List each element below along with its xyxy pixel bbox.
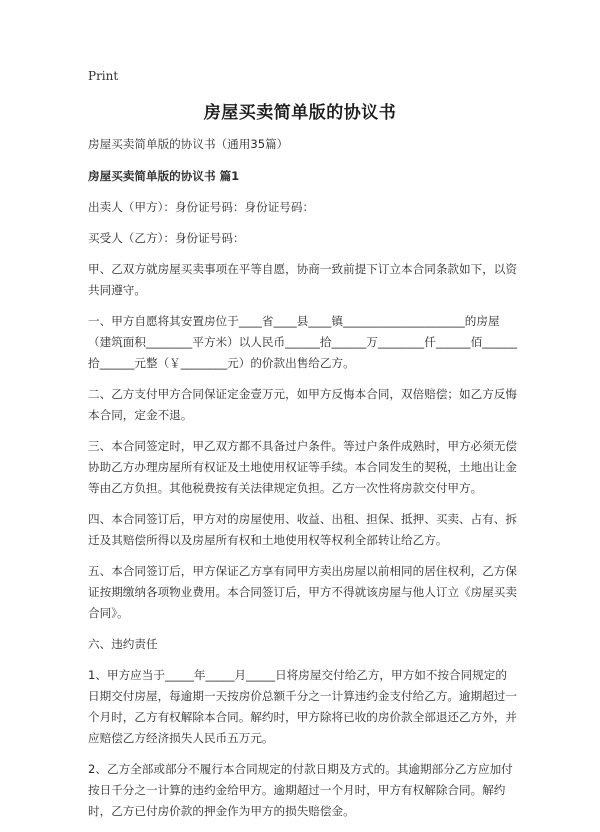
clause-6-1: 1、甲方应当于_____年_____月_____日将房屋交付给乙方，甲方如不按合同规定的日期交付房屋，每逾期一天按房价总额千分之一计算违约金支付给乙方。逾期超过一个月时，乙方有权解除本合同。解约时，甲方除将已收的房价款全部退还乙方外，并应赔偿乙方经济损失人民币五万元。 xyxy=(88,668,517,745)
section-heading: 房屋买卖简单版的协议书 篇1 xyxy=(88,169,240,183)
document-subtitle: 房屋买卖简单版的协议书（通用35篇） xyxy=(88,137,289,151)
clause-4: 四、本合同签订后，甲方对的房屋使用、收益、出租、担保、抵押、买卖、占有、拆迁及其赔偿所得以及房屋所有权和土地使用权等权利全部转让给乙方。 xyxy=(88,512,517,547)
clause-3: 三、本合同签定时，甲乙双方都不具备过户条件。等过户条件成熟时，甲方必须无偿协助乙方办理房屋所有权证及土地使用权证等手续。本合同发生的契税，土地出让金等由乙方负担。其他税费按有关法律规定负担。乙方一次性将房款交付甲方。 xyxy=(88,439,517,495)
clause-1: 一、甲方自愿将其安置房位于____省____县____镇_____________________的房屋（建筑面积________平方米）以人民币______拾______万________仟______佰______拾______元整（￥________元）的价款出售给乙方。 xyxy=(88,314,517,370)
document-body xyxy=(88,134,518,832)
seller-line: 出卖人（甲方）：身份证号码：身份证号码： xyxy=(88,200,315,214)
clause-6-heading: 六、违约责任 xyxy=(88,637,158,651)
print-link[interactable]: Print xyxy=(88,69,119,83)
buyer-line: 买受人（乙方）：身份证号码： xyxy=(88,231,245,245)
intro-paragraph: 甲、乙双方就房屋买卖事项在平等自愿，协商一致前提下订立本合同条款如下，以资共同遵守。 xyxy=(88,262,517,297)
clause-2: 二、乙方支付甲方合同保证定金壹万元，如甲方反悔本合同，双倍赔偿；如乙方反悔本合同，定金不退。 xyxy=(88,387,517,422)
document-title: 房屋买卖简单版的协议书 xyxy=(203,103,397,123)
clause-5: 五、本合同签订后，甲方保证乙方享有同甲方卖出房屋以前相同的居住权利，乙方保证按期缴纳各项物业费用。本合同签订后，甲方不得就该房屋与他人订立《房屋买卖合同》。 xyxy=(88,564,517,620)
clause-6-2: 2、乙方全部或部分不履行本合同规定的付款日期及方式的。其逾期部分乙方应加付按日千分之一计算的违约金给甲方。逾期超过一个月时，甲方有权解除合同。解约时，乙方已付房价款的押金作为甲方的损失赔偿金。 xyxy=(88,762,513,818)
